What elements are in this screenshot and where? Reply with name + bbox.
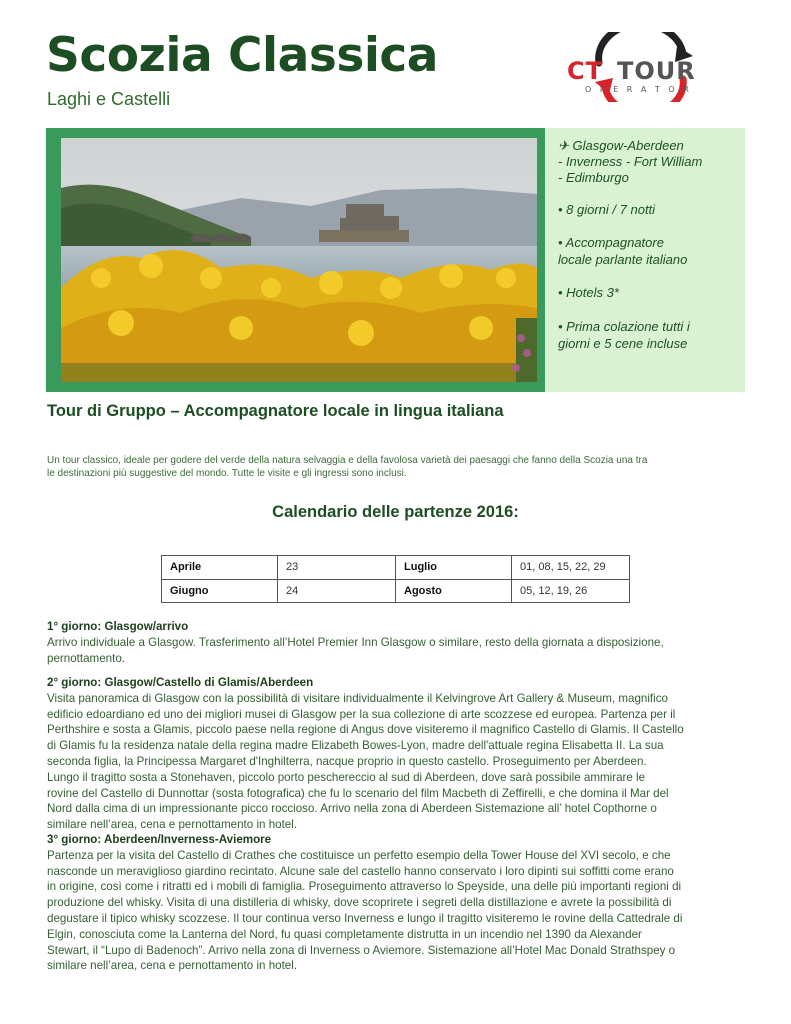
guide-item-cont: locale parlante italiano (558, 252, 688, 267)
tour-heading: Tour di Gruppo – Accompagnatore locale in lingua italiana (47, 402, 504, 420)
day-text-line: Lungo il tragitto sosta a Stonehaven, piccolo porto peschereccio al sud di Aberdeen, dove sarà possibile ammirare le (47, 770, 646, 784)
route-line-3: - Edimburgo (558, 170, 629, 185)
hotels-item: • Hotels 3* (558, 285, 619, 300)
day-text-line: produzione del whisky. Visita di una distilleria di whisky, dove scoprirete i segreti della distillazione e avrete la possibilità di (47, 896, 672, 910)
departures-table (161, 555, 630, 603)
day-text-line: Visita panoramica di Glasgow con la possibilità di visitare individualmente il Kelvingrove Art Gallery & Museum, magnifico (47, 691, 668, 705)
month-cell: Aprile (162, 556, 278, 580)
day-text-line: edificio edoardiano ed uno dei migliori musei di Glasgow per la sua collezione di arte scozzese ed europea. Partenza per il (47, 707, 676, 721)
svg-text:CT: CT (567, 57, 603, 85)
dates-cell: 24 (278, 579, 396, 603)
dates-cell: 01, 08, 15, 22, 29 (512, 556, 630, 580)
tour-info-panel (545, 128, 745, 392)
intro-paragraph (47, 454, 747, 480)
month-cell: Agosto (396, 579, 512, 603)
logo-tagline: O P E R A T O R (585, 85, 692, 94)
day-title: 2° giorno: Glasgow/Castello di Glamis/Aberdeen (47, 676, 314, 689)
dates-cell: 05, 12, 19, 26 (512, 579, 630, 603)
day-text-line: Nord dalla cima di un impressionante picco roccioso. Arrivo nella zona di Aberdeen Sistemazione all’ hotel Copthorne o (47, 802, 657, 816)
intro-line: Un tour classico, ideale per godere del verde della natura selvaggia e della favolosa varietà dei paesaggi che fanno della Scozia una tra (47, 455, 648, 466)
table-row (162, 579, 630, 603)
day-text-line: in origine, così come i ritratti ed i mobili di famiglia. Proseguimento attraverso lo Speyside, una delle più importanti regioni di (47, 880, 682, 894)
page-subtitle: Laghi e Castelli (47, 89, 171, 109)
calendar-heading: Calendario delle partenze 2016: (272, 503, 519, 521)
day-text-line: similare nell’area, cena e pernottamento in hotel. (47, 818, 298, 832)
day-text-line: pernottamento. (47, 651, 125, 665)
intro-line: le destinazioni più suggestive del mondo. Tutte le visite e gli ingressi sono inclusi. (47, 468, 407, 479)
meals-item-cont: giorni e 5 cene incluse (558, 336, 688, 351)
day-title: 1° giorno: Glasgow/arrivo (47, 620, 189, 633)
page-title: Scozia Classica (46, 28, 438, 83)
day-text-line: Elgin, conosciuta come la Lanterna del Nord, fu quasi completamente distrutta in un incendio nel 1390 da Alexander (47, 927, 642, 941)
day-text-line: similare nell’area, cena e pernottamento in hotel. (47, 959, 298, 973)
guide-item: • Accompagnatore (558, 235, 664, 250)
day-text-line: Stewart, il “Lupo di Badenoch”. Arrivo nella zona di Inverness o Aviemore. Sistemazione all’Hotel Mac Donald Strathspey o (47, 943, 676, 957)
day-text-line: Perthshire e sosta a Glamis, piccolo paese nella regione di Angus dove visiteremo il magnifico Castello di Glamis. Il Castello (47, 723, 684, 737)
table-row (162, 556, 630, 580)
meals-item: • Prima colazione tutti i (558, 319, 690, 334)
day-2-section (47, 675, 745, 833)
day-title: 3° giorno: Aberdeen/Inverness-Aviemore (47, 833, 272, 846)
day-text-line: seconda figlia, la Principessa Margaret d'Inghilterra, nacque proprio in questo castello. Proseguimento per Aberdeen. (47, 754, 647, 768)
day-text-line: rovine del Castello di Dunnottar (sosta fotografica) che fu lo scenario del film Macbeth di Zeffirelli, e che domina il Mar del (47, 786, 669, 800)
day-1-section (47, 619, 745, 666)
route-line-2: - Inverness - Fort William (558, 154, 703, 169)
route-line-1: ✈ Glasgow-Aberdeen (558, 138, 684, 153)
day-text-line: degustare il tipico whisky scozzese. Il tour continua verso Inverness e lungo il tragitto visiteremo le rovine della Cattedrale di (47, 911, 683, 925)
day-text-line: Partenza per la visita del Castello di Crathes che costituisce un perfetto esempio della Tower House del XVI secolo, e che (47, 848, 671, 862)
duration-item: • 8 giorni / 7 notti (558, 202, 656, 217)
day-3-section (47, 832, 745, 974)
month-cell: Luglio (396, 556, 512, 580)
day-text-line: Arrivo individuale a Glasgow. Trasferimento all’Hotel Premier Inn Glasgow o similare, resto della giornata a disposizione, (47, 635, 664, 649)
month-cell: Giugno (162, 579, 278, 603)
lake-castle-photo (61, 138, 537, 382)
day-text-line: di Glamis fu la residenza natale della regina madre Elizabeth Bowes-Lyon, madre dell'attuale regina Elisabetta II. La sua (47, 739, 664, 753)
svg-text:TOUR: TOUR (617, 57, 696, 85)
day-text-line: nasconde un meraviglioso giardino recintato. Alcune sale del castello hanno conservato i loro dipinti sui soffitti come erano (47, 864, 674, 878)
ct-tour-logo (555, 32, 745, 102)
dates-cell: 23 (278, 556, 396, 580)
